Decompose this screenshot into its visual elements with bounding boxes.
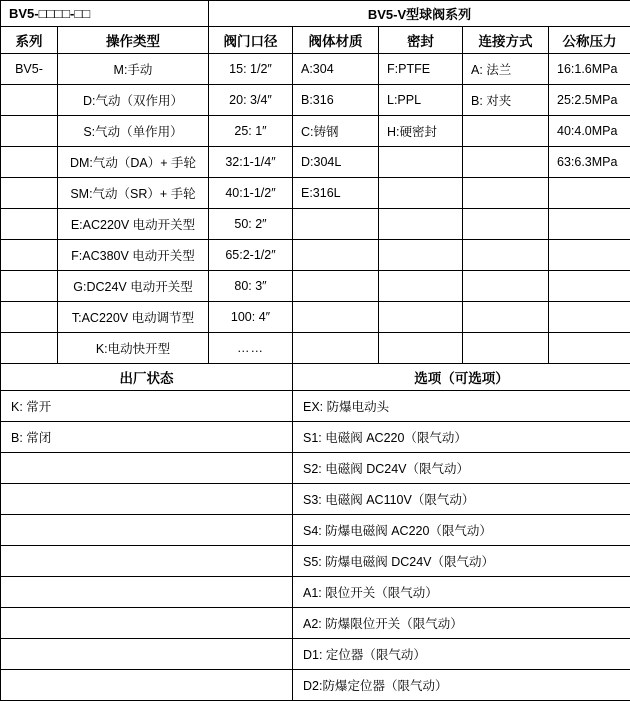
cell-seal — [379, 147, 463, 178]
cell-pressure — [549, 302, 630, 333]
cell-operation: S:气动（单作用） — [58, 116, 209, 147]
cell-pressure: 25:2.5MPa — [549, 85, 630, 116]
cell-material — [293, 271, 379, 302]
table-row — [1, 85, 630, 116]
cell-material — [293, 333, 379, 364]
cell-connection — [463, 147, 549, 178]
option-item: S1: 电磁阀 AC220（限气动） — [293, 422, 630, 453]
title-row — [1, 1, 630, 27]
factory-state-item — [1, 453, 293, 484]
cell-seal: H:硬密封 — [379, 116, 463, 147]
cell-seal — [379, 333, 463, 364]
table-row — [1, 209, 630, 240]
table-row — [1, 391, 630, 422]
cell-material: C:铸钢 — [293, 116, 379, 147]
cell-series — [1, 147, 58, 178]
cell-size: …… — [209, 333, 293, 364]
table-row — [1, 302, 630, 333]
column-header-size: 阀门口径 — [209, 27, 293, 54]
table-row — [1, 54, 630, 85]
cell-size: 20: 3/4″ — [209, 85, 293, 116]
cell-pressure: 63:6.3MPa — [549, 147, 630, 178]
cell-operation: M:手动 — [58, 54, 209, 85]
cell-size: 80: 3″ — [209, 271, 293, 302]
cell-seal: L:PPL — [379, 85, 463, 116]
cell-seal: F:PTFE — [379, 54, 463, 85]
cell-size: 100: 4″ — [209, 302, 293, 333]
factory-state-header: 出厂状态 — [1, 364, 293, 391]
cell-series — [1, 85, 58, 116]
cell-connection: A: 法兰 — [463, 54, 549, 85]
product-code: BV5-□□□□-□□ — [1, 1, 209, 27]
cell-operation: K:电动快开型 — [58, 333, 209, 364]
column-header-connection: 连接方式 — [463, 27, 549, 54]
table-row — [1, 240, 630, 271]
cell-seal — [379, 209, 463, 240]
factory-state-item — [1, 670, 293, 701]
cell-material: E:316L — [293, 178, 379, 209]
column-header-material: 阀体材质 — [293, 27, 379, 54]
options-header: 选项（可选项） — [293, 364, 630, 391]
cell-series — [1, 178, 58, 209]
table-row — [1, 271, 630, 302]
factory-state-item — [1, 608, 293, 639]
column-header-pressure: 公称压力 — [549, 27, 630, 54]
factory-state-item — [1, 577, 293, 608]
option-item: S3: 电磁阀 AC110V（限气动） — [293, 484, 630, 515]
cell-pressure — [549, 209, 630, 240]
table-row — [1, 608, 630, 639]
product-title: BV5-V型球阀系列 — [209, 1, 630, 27]
cell-connection — [463, 302, 549, 333]
cell-pressure: 16:1.6MPa — [549, 54, 630, 85]
column-header-operation: 操作类型 — [58, 27, 209, 54]
cell-operation: DM:气动（DA）+ 手轮 — [58, 147, 209, 178]
factory-state-item: K: 常开 — [1, 391, 293, 422]
cell-series — [1, 302, 58, 333]
cell-material: D:304L — [293, 147, 379, 178]
cell-pressure — [549, 333, 630, 364]
cell-operation: T:AC220V 电动调节型 — [58, 302, 209, 333]
cell-pressure — [549, 178, 630, 209]
cell-operation: E:AC220V 电动开关型 — [58, 209, 209, 240]
table-row — [1, 178, 630, 209]
table-row — [1, 546, 630, 577]
column-header-series: 系列 — [1, 27, 58, 54]
factory-state-item: B: 常闭 — [1, 422, 293, 453]
cell-pressure — [549, 271, 630, 302]
cell-connection — [463, 178, 549, 209]
cell-size: 65:2-1/2″ — [209, 240, 293, 271]
table-row — [1, 422, 630, 453]
cell-connection — [463, 271, 549, 302]
cell-operation: G:DC24V 电动开关型 — [58, 271, 209, 302]
table-row — [1, 147, 630, 178]
cell-operation: SM:气动（SR）+ 手轮 — [58, 178, 209, 209]
cell-material: B:316 — [293, 85, 379, 116]
cell-connection — [463, 240, 549, 271]
lower-header-row — [1, 364, 630, 391]
cell-seal — [379, 240, 463, 271]
cell-size: 50: 2″ — [209, 209, 293, 240]
option-item: EX: 防爆电动头 — [293, 391, 630, 422]
cell-series — [1, 271, 58, 302]
cell-operation: F:AC380V 电动开关型 — [58, 240, 209, 271]
cell-size: 40:1-1/2″ — [209, 178, 293, 209]
option-item: A1: 限位开关（限气动） — [293, 577, 630, 608]
cell-series — [1, 209, 58, 240]
cell-material — [293, 240, 379, 271]
cell-seal — [379, 302, 463, 333]
column-header-seal: 密封 — [379, 27, 463, 54]
cell-seal — [379, 271, 463, 302]
cell-size: 15: 1/2″ — [209, 54, 293, 85]
cell-seal — [379, 178, 463, 209]
cell-connection — [463, 116, 549, 147]
factory-state-item — [1, 639, 293, 670]
table-row — [1, 639, 630, 670]
cell-pressure — [549, 240, 630, 271]
option-item: D2:防爆定位器（限气动） — [293, 670, 630, 701]
table-row — [1, 670, 630, 701]
table-row — [1, 333, 630, 364]
cell-series: BV5- — [1, 54, 58, 85]
option-item: D1: 定位器（限气动） — [293, 639, 630, 670]
factory-state-item — [1, 484, 293, 515]
cell-connection — [463, 209, 549, 240]
table-row — [1, 515, 630, 546]
cell-series — [1, 116, 58, 147]
cell-operation: D:气动（双作用） — [58, 85, 209, 116]
factory-state-item — [1, 546, 293, 577]
table-row — [1, 116, 630, 147]
cell-connection: B: 对夹 — [463, 85, 549, 116]
cell-series — [1, 240, 58, 271]
table-row — [1, 453, 630, 484]
table-row — [1, 484, 630, 515]
cell-size: 25: 1″ — [209, 116, 293, 147]
option-item: S5: 防爆电磁阀 DC24V（限气动） — [293, 546, 630, 577]
table-row — [1, 577, 630, 608]
cell-material: A:304 — [293, 54, 379, 85]
column-header-row — [1, 27, 630, 54]
cell-size: 32:1-1/4″ — [209, 147, 293, 178]
cell-pressure: 40:4.0MPa — [549, 116, 630, 147]
cell-material — [293, 209, 379, 240]
factory-state-item — [1, 515, 293, 546]
cell-connection — [463, 333, 549, 364]
option-item: S4: 防爆电磁阀 AC220（限气动） — [293, 515, 630, 546]
option-item: A2: 防爆限位开关（限气动） — [293, 608, 630, 639]
option-item: S2: 电磁阀 DC24V（限气动） — [293, 453, 630, 484]
cell-material — [293, 302, 379, 333]
cell-series — [1, 333, 58, 364]
